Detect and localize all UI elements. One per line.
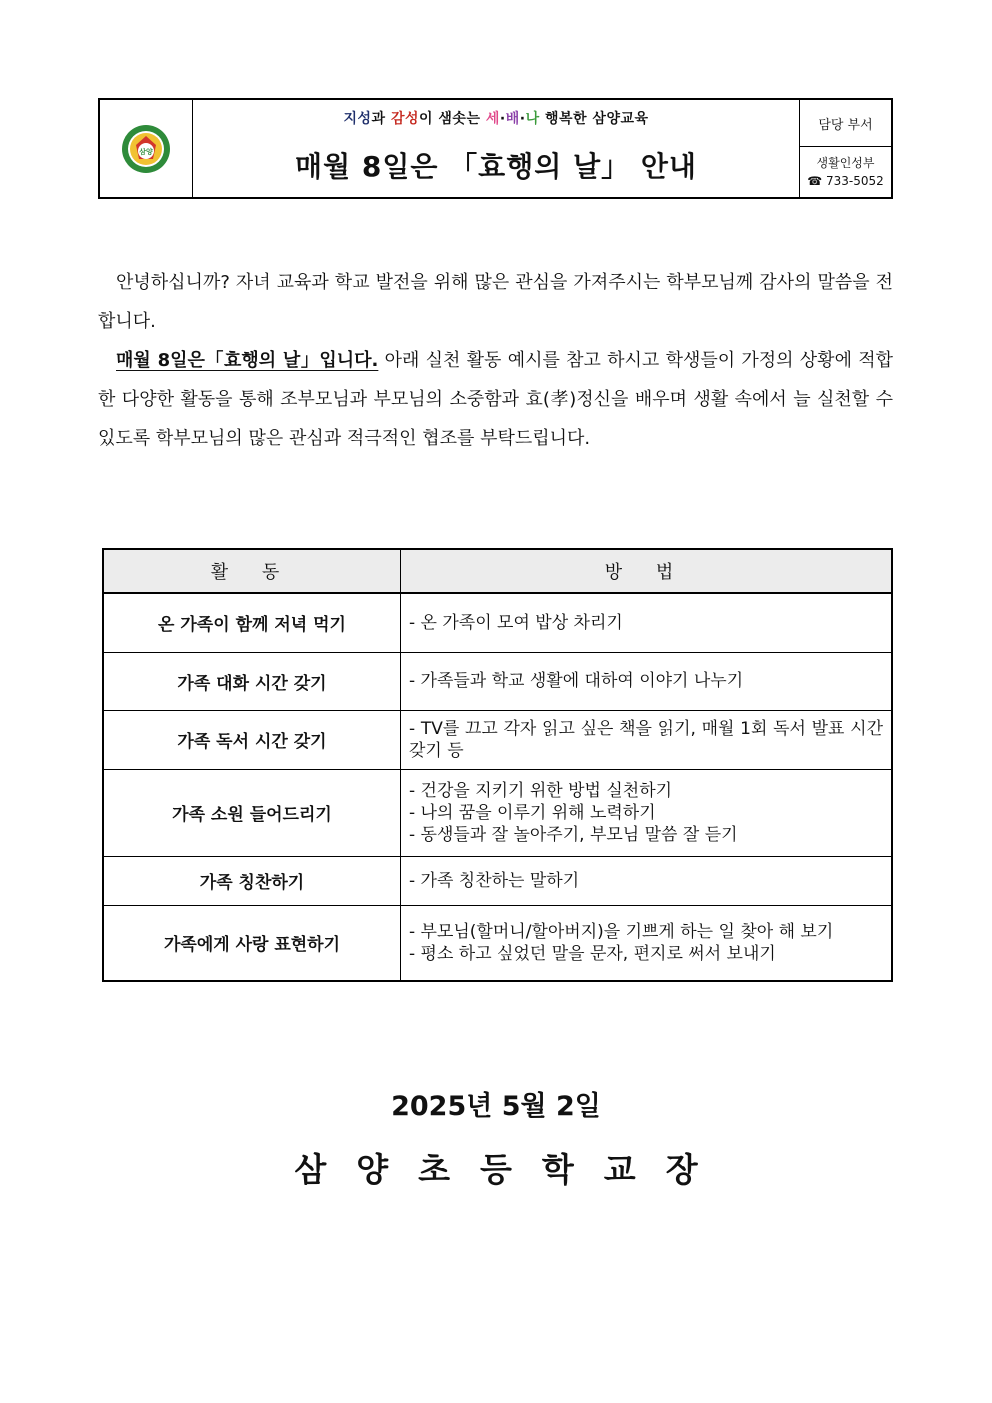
- title-cell: [193, 100, 800, 197]
- department-name: 생활인성부: [816, 156, 875, 170]
- column-header-activity: 활 동: [103, 549, 401, 593]
- table-row: [103, 769, 892, 856]
- column-header-method: 방 법: [401, 549, 893, 593]
- method-line: - 가족들과 학교 생활에 대하여 이야기 나누기: [409, 671, 744, 691]
- method-line: - 부모님(할머니/할아버지)을 기쁘게 하는 일 찾아 해 보기: [409, 921, 834, 942]
- department-info: [800, 147, 891, 197]
- motto-part: ·: [519, 111, 526, 127]
- issue-date: 2025년 5월 2일: [391, 1091, 601, 1122]
- table-row: [103, 652, 892, 710]
- activity-cell: 가족 칭찬하기: [103, 856, 401, 905]
- activity-cell: 가족에게 사랑 표현하기: [103, 905, 401, 981]
- method-cell: [401, 593, 893, 652]
- method-cell: [401, 652, 893, 710]
- page-title: 매월 8일은 「효행의 날」 안내: [295, 150, 697, 183]
- document-header: [98, 98, 893, 199]
- method-cell: [401, 769, 893, 856]
- department-cell: [800, 100, 891, 197]
- principal-signature: 삼양초등학교장: [294, 1150, 728, 1189]
- logo-cell: [100, 100, 193, 197]
- table-row: [103, 593, 892, 652]
- request-paragraph: [98, 341, 893, 458]
- method-line: - 온 가족이 모여 밥상 차리기: [409, 612, 623, 633]
- method-cell: [401, 856, 893, 905]
- table-header-row: [103, 549, 892, 593]
- motto: [193, 108, 799, 128]
- table-row: [103, 905, 892, 981]
- activity-cell: 가족 소원 들어드리기: [103, 769, 401, 856]
- activity-cell: 가족 독서 시간 갖기: [103, 710, 401, 769]
- request-text: 아래 실천 활동 예시를 참고 하시고 학생들이 가정의 상황에 적합한 다양한 활동을 통해 조부모님과 부모님의 소중함과 효(孝)정신을 배우며 생활 속에서 늘 실천할 수 있도록 학부모님의 많은 관심과 적극적인 협조를 부탁드립니다.: [98, 350, 893, 449]
- method-cell: [401, 710, 893, 769]
- method-line: - 나의 꿈을 이루기 위해 노력하기: [409, 802, 656, 823]
- school-logo-icon: [120, 123, 172, 175]
- activity-table: [102, 548, 893, 982]
- motto-part: 과: [371, 111, 391, 127]
- department-phone: ☎ 733-5052: [807, 174, 884, 188]
- method-line: - 동생들과 잘 놀아주기, 부모님 말씀 잘 듣기: [409, 824, 738, 845]
- department-label: 담당 부서: [800, 100, 891, 147]
- activity-cell: 온 가족이 함께 저녁 먹기: [103, 593, 401, 652]
- motto-part: 감성: [390, 111, 419, 127]
- motto-part: 행복한 삼양교육: [539, 111, 649, 127]
- greeting-paragraph: 안녕하십니까? 자녀 교육과 학교 발전을 위해 많은 관심을 가져주시는 학부모님께 감사의 말씀을 전합니다.: [98, 272, 893, 332]
- method-line: - TV를 끄고 각자 읽고 싶은 책을 읽기, 매월 1회 독서 발표 시간 갖기 등: [409, 718, 883, 761]
- logo-text: 삼양: [139, 147, 153, 156]
- motto-part: 지성: [343, 111, 372, 127]
- letter-body: [98, 263, 893, 458]
- activity-cell: 가족 대화 시간 갖기: [103, 652, 401, 710]
- table-row: [103, 710, 892, 769]
- motto-part: 나: [525, 111, 540, 127]
- motto-part: 배: [505, 111, 520, 127]
- method-cell: [401, 905, 893, 981]
- method-line: - 건강을 지키기 위한 방법 실천하기: [409, 780, 673, 801]
- method-line: - 가족 칭찬하는 말하기: [409, 870, 580, 891]
- method-line: - 평소 하고 싶었던 말을 문자, 편지로 써서 보내기: [409, 943, 776, 964]
- emphasis-text: 매월 8일은「효행의 날」입니다.: [116, 350, 379, 371]
- table-row: [103, 856, 892, 905]
- motto-part: 세: [485, 111, 500, 127]
- motto-part: 이 샘솟는: [419, 111, 486, 127]
- motto-part: ·: [499, 111, 506, 127]
